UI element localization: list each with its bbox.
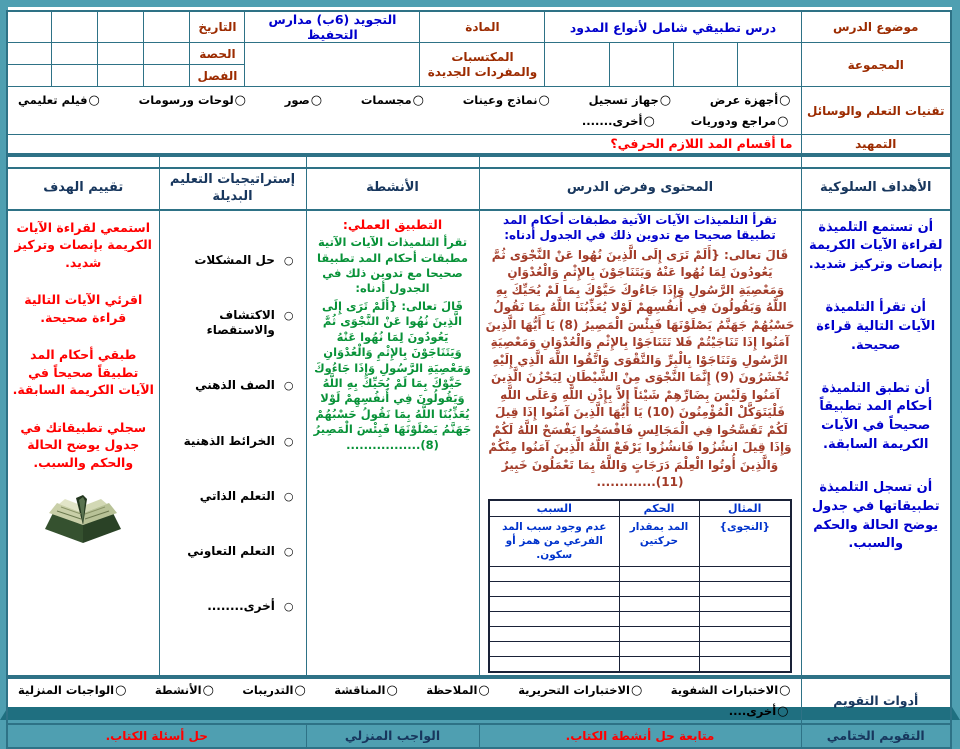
application-table-empty-row [489,627,791,642]
empty-cell[interactable] [619,657,699,672]
example-col-header: المثال [699,500,791,517]
empty-cell[interactable] [489,627,619,642]
period-fill-cell[interactable] [98,43,144,65]
date-fill-cell[interactable] [7,11,52,43]
media-option-label: أخرى....... [581,114,643,128]
subject-label: المادة [420,11,545,43]
radio-icon[interactable]: ○ [386,682,398,698]
strategy-option-brainstorming[interactable] [164,378,294,394]
group-fill-cell[interactable] [737,43,801,87]
media-option-boards[interactable] [139,93,246,107]
spacer-row [7,156,951,168]
strategy-label: الاكتشاف والاستقصاء [206,307,275,338]
activities-quote: قَالَ تعالى: {أَلَمْ تَرَى إِلَى الَّذِينَ نُهُوا عَنْ النَّجْوَى ثُمَّ يَعُودُونَ لِمَا نُهُوا عَنْهُ وَيَتَنَاجَوْنَ بِالإِثْمِ وَالْعُدْوَانِ وَمَعْصِيَةِ الرَّسُولِ وَإِذَا جَاءُوكَ حَيَّوْكَ بِمَا لَمْ يُحَيِّكَ بِهِ اللَّهُ وَيَقُولُونَ فِي أَنفُسِهِمْ لَوْلا يُعَذِّبُنَا اللَّهُ بِمَا نَقُولُ حَسْبُهُمْ جَهَنَّمُ يَصْلَوْنَهَا فَبِئْسَ الْمَصِيرُ (8)................. [313,298,472,452]
assessment-tools-label: أدوات التقويم [801,678,951,724]
group-fill-cell[interactable] [673,43,737,87]
empty-cell[interactable] [699,642,791,657]
empty-cell[interactable] [619,597,699,612]
evaluation-header: تقييم الهدف [7,168,159,210]
radio-icon[interactable]: ○ [777,703,789,719]
application-table-empty-row [489,582,791,597]
strategies-header: إستراتيجيات التعليم البديلة [159,168,306,210]
assessment-option-other[interactable] [729,704,789,718]
lesson-subject-label: موضوع الدرس [801,11,951,43]
strategy-option-problem-solving[interactable] [164,253,294,269]
assessment-option-activities[interactable] [155,683,214,697]
strategy-label: الصف الذهني [195,378,275,393]
application-table-header-row [489,500,791,517]
application-table [488,499,792,673]
class-fill-cell[interactable] [7,65,52,87]
rule-col-header: الحكم [619,500,699,517]
media-option-recorder[interactable] [589,93,671,107]
content-header: المحتوى وفرض الدرس [479,168,801,210]
radio-icon[interactable]: ○ [234,92,246,108]
footer-table [6,677,952,749]
empty-cell[interactable] [699,582,791,597]
column-headers-row [7,168,951,210]
media-row [7,87,951,135]
media-option-pictures[interactable] [285,93,322,107]
empty-cell[interactable] [619,612,699,627]
acquired-label: المكتسبات والمفردات الجديدة [420,43,545,87]
main-body-row [7,210,951,676]
spacer-cell [306,156,479,168]
media-options-line1 [18,90,791,111]
assessment-options-line1 [18,680,791,701]
empty-cell[interactable] [489,657,619,672]
radio-icon[interactable]: ○ [777,113,789,129]
closing-evaluation-value: متابعة حل أنشطة الكتاب. [479,724,801,748]
period-fill-cell[interactable] [7,43,52,65]
media-option-label: مجسمات [360,93,412,107]
radio-icon[interactable]: ○ [283,379,294,393]
content-instruction: تقرأ التلميذات الآيات الآتية مطبقات أحكام المد تطبيقا صحيحا مع تدوين ذلك في الجدول أدناه: [503,212,777,243]
radio-icon[interactable]: ○ [88,92,100,108]
media-option-label: لوحات ورسومات [138,93,234,107]
header-row-2 [7,43,951,65]
header-row-1 [7,11,951,43]
empty-cell[interactable] [619,567,699,582]
strategy-label: أخرى........ [207,599,275,614]
strategy-option-other[interactable] [164,599,294,615]
main-table [6,155,952,677]
assessment-options-line2 [18,701,791,722]
assessment-option-discussion[interactable] [334,683,398,697]
strategy-option-cooperative[interactable] [164,544,294,560]
media-option-other[interactable] [582,114,655,128]
empty-cell[interactable] [699,597,791,612]
empty-cell[interactable] [489,582,619,597]
radio-icon[interactable]: ○ [538,92,550,108]
assessment-option-label: الأنشطة [154,683,202,698]
assessment-option-label: أخرى.... [728,704,777,719]
strategy-option-self-learning[interactable] [164,489,294,505]
date-label: التاريخ [190,11,245,43]
empty-cell[interactable] [699,612,791,627]
empty-cell[interactable] [489,642,619,657]
date-fill-cell[interactable] [52,11,98,43]
objective-item: أن تسجل التلميذة تطبيقاتها في جدول يوضح الحالة والحكم والسبب. [811,479,940,552]
intro-row [7,135,951,154]
assessment-option-homework[interactable] [18,683,126,697]
media-options-cell [7,87,801,135]
date-fill-cell[interactable] [98,11,144,43]
media-label: تقنيات التعلم والوسائل [801,87,951,135]
assessment-option-oral-tests[interactable] [671,683,791,697]
application-table-empty-row [489,612,791,627]
application-table-empty-row [489,597,791,612]
assessment-option-label: التدريبات [242,683,294,698]
acquired-fill-cell[interactable] [245,43,420,87]
assessment-option-observation[interactable] [426,683,490,697]
goal-evaluation-item: استمعي لقراءة الآيات الكريمة بإنصات وتركيز شديد. [14,219,152,270]
rule-cell: المد بمقدار حركتين [619,517,699,567]
closing-evaluation-row [7,724,951,748]
class-fill-cell[interactable] [52,65,98,87]
reason-cell: عدم وجود سبب المد الفرعي من همز أو سكون. [489,517,619,567]
strategy-label: التعلم التعاوني [187,544,275,559]
lesson-subject-value: درس تطبيقي شامل لأنواع المدود [545,11,801,43]
media-option-film[interactable] [18,93,100,107]
goal-evaluation-item: اقرئي الآيات التالية قراءة صحيحة. [24,292,143,325]
strategies-list [160,211,306,675]
application-table-empty-row [489,567,791,582]
radio-icon[interactable]: ○ [779,92,791,108]
period-label: الحصة [190,43,245,65]
closing-evaluation-label: التقويم الختامي [801,724,951,748]
radio-icon[interactable]: ○ [283,308,294,322]
spacer-cell [479,156,801,168]
empty-cell[interactable] [489,612,619,627]
activities-heading: التطبيق العملي: [342,216,443,232]
radio-icon[interactable]: ○ [283,253,294,267]
header-table [6,10,952,155]
media-option-label: مراجع ودوريات [690,114,777,128]
homework-value: حل أسئلة الكتاب. [7,724,306,748]
media-option-label: فيلم تعليمي [18,93,88,107]
radio-icon[interactable]: ○ [202,682,214,698]
assessment-tools-cell [7,678,801,724]
spacer-cell [801,156,951,168]
period-fill-cell[interactable] [144,43,190,65]
strategy-label: التعلم الذاتي [199,488,275,503]
media-option-label: جهاز تسجيل [588,93,659,107]
date-fill-cell[interactable] [144,11,190,43]
empty-cell[interactable] [699,567,791,582]
assessment-option-label: الاختبارات الشفوية [670,683,779,698]
strategy-option-discovery[interactable] [164,308,294,339]
application-table-empty-row [489,657,791,672]
empty-cell[interactable] [619,627,699,642]
radio-icon[interactable]: ○ [283,434,294,448]
intro-label: التمهيد [801,135,951,154]
radio-icon[interactable]: ○ [779,682,791,698]
strategy-label: حل المشكلات [194,252,275,267]
media-option-models[interactable] [361,93,424,107]
goal-evaluation-item: طبقي أحكام المد تطبيقاً صحيحاً في الآيات الكريمة السابقة. [12,347,154,397]
class-fill-cell[interactable] [144,65,190,87]
activities-cell [306,210,479,676]
group-fill-cell[interactable] [545,43,609,87]
objectives-header: الأهداف السلوكية [801,168,951,210]
radio-icon[interactable]: ○ [115,682,127,698]
objective-item: أن تستمع التلميذة لقراءة الآيات الكريمة بإنصات وتركيز شديد. [808,219,943,273]
assessment-tools-row [7,678,951,724]
objectives-cell [801,210,951,676]
activities-header: الأنشطة [306,168,479,210]
media-options-line2 [18,111,791,132]
empty-cell[interactable] [699,657,791,672]
application-table-row [489,517,791,567]
subject-value: التجويد (6ب) مدارس التحفيظ [245,11,420,43]
period-fill-cell[interactable] [52,43,98,65]
media-option-label: أجهزة عرض [709,93,779,107]
radio-icon[interactable]: ○ [631,682,643,698]
radio-icon[interactable]: ○ [478,682,490,698]
media-option-samples[interactable] [463,93,550,107]
assessment-option-drills[interactable] [242,683,305,697]
assessment-option-written-tests[interactable] [518,683,642,697]
radio-icon[interactable]: ○ [659,92,672,108]
goal-evaluation-cell [7,210,159,676]
assessment-option-label: المناقشة [334,683,386,698]
example-cell: {النجوى} [699,517,791,567]
group-label: المجموعة [801,43,951,87]
empty-cell[interactable] [489,567,619,582]
radio-icon[interactable]: ○ [283,489,294,503]
quran-book-image [12,491,155,563]
goal-evaluation-item: سجلي تطبيقاتك في جدول يوضح الحالة والحكم والسبب. [20,419,147,470]
media-option-projector[interactable] [710,93,791,107]
assessment-option-label: الاختبارات التحريرية [518,683,630,698]
radio-icon[interactable]: ○ [294,682,306,698]
media-option-label: نماذج وعينات [462,93,538,107]
radio-icon[interactable]: ○ [643,113,655,129]
radio-icon[interactable]: ○ [310,92,323,108]
spacer-cell [159,156,306,168]
empty-cell[interactable] [489,597,619,612]
objective-item: أن تطبق التلميذة أحكام المد تطبيقاً صحيحاً في الآيات الكريمة السابقة. [819,380,933,453]
radio-icon[interactable]: ○ [283,600,294,614]
assessment-option-label: الملاحظة [426,683,478,698]
class-fill-cell[interactable] [98,65,144,87]
strategies-cell [159,210,306,676]
empty-cell[interactable] [619,582,699,597]
content-quran-text: قَالَ تعالى: {أَلَمْ تَرَى إِلَى الَّذِينَ نُهُوا عَنْ النَّجْوَى ثُمَّ يَعُودُونَ لِمَا نُهُوا عَنْهُ وَيَتَنَاجَوْنَ بِالإِثْمِ وَالْعُدْوَانِ وَمَعْصِيَةِ الرَّسُولِ وَإِذَا جَاءُوكَ حَيَّوْكَ بِمَا لَمْ يُحَيِّكَ بِهِ اللَّهُ وَيَقُولُونَ فِي أَنفُسِهِمْ لَوْلا يُعَذِّبُنَا اللَّهُ بِمَا نَقُولُ حَسْبُهُمْ جَهَنَّمُ يَصْلَوْنَهَا فَبِئْسَ الْمَصِيرُ (8) يَا أَيُّهَا الَّذِينَ آمَنُوا إِذَا تَنَاجَيْتُمْ فَلا تَتَنَاجَوْا بِالإِثْمِ وَالْعُدْوَانِ وَمَعْصِيَةِ الرَّسُولِ وَتَنَاجَوْا بِالْبِرِّ وَالتَّقْوَى وَاتَّقُوا اللَّهَ الَّذِي إِلَيْهِ تُحْشَرُونَ (9) إِنَّمَا النَّجْوَى مِنْ الشَّيْطَانِ لِيَحْزُنَ الَّذِينَ آمَنُوا وَلَيْسَ بِضَارِّهِمْ شَيْئاً إِلاَّ بِإِذْنِ اللَّهِ وَعَلَى اللَّهِ فَلْيَتَوَكَّلْ الْمُؤْمِنُونَ (10) يَا أَيُّهَا الَّذِينَ آمَنُوا إِذَا قِيلَ لَكُمْ تَفَسَّحُوا فِي الْمَجَالِسِ فَافْسَحُوا يَفْسَحْ اللَّهُ لَكُمْ وَإِذَا قِيلَ انشُزُوا فَانشُزُوا يَرْفَعْ اللَّهُ الَّذِينَ آمَنُوا مِنْكُمْ وَالَّذِينَ أُوتُوا الْعِلْمَ دَرَجَاتٍ وَاللَّهُ بِمَا تَعْمَلُونَ خَبِيرٌ (11)............. [485,247,795,490]
content-cell [479,210,801,676]
strategy-option-mind-maps[interactable] [164,434,294,450]
class-label: الفصل [190,65,245,87]
media-option-references[interactable] [691,114,789,128]
empty-cell[interactable] [619,642,699,657]
empty-cell[interactable] [699,627,791,642]
homework-label: الواجب المنزلي [306,724,479,748]
radio-icon[interactable]: ○ [283,545,294,559]
application-table-empty-row [489,642,791,657]
radio-icon[interactable]: ○ [412,92,424,108]
assessment-option-label: الواجبات المنزلية [18,683,115,698]
spacer-cell [7,156,159,168]
activities-instruction: تقرأ التلميذات الآيات الآتية مطبقات أحكام المد تطبيقا صحيحا مع تدوين ذلك في الجدول أدناه: [317,235,468,296]
strategy-label: الخرائط الذهنية [183,433,275,448]
objective-item: أن تقرأ التلميذة الآيات التالية قراءة صحيحة. [816,300,936,353]
reason-col-header: السبب [489,500,619,517]
intro-question: ما أقسام المد اللازم الحرفي؟ [7,135,801,154]
media-option-label: صور [284,93,310,107]
group-fill-cell[interactable] [609,43,673,87]
